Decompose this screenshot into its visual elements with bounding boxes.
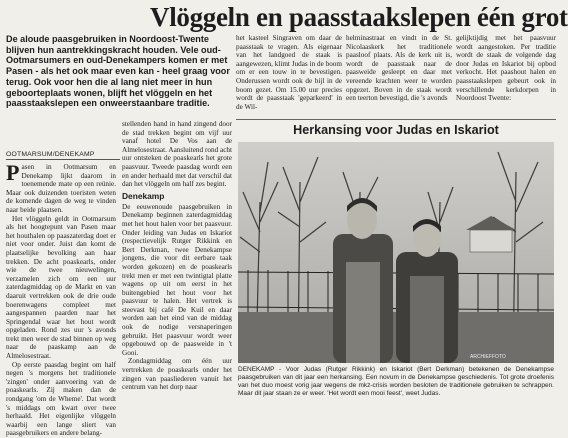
house-in-background: [470, 230, 512, 252]
dateline: OOTMARSUM/DENEKAMP: [6, 151, 95, 158]
column-1-paragraph-1: [6, 160, 116, 215]
photo-title: Herkansing voor Judas en Iskariot: [293, 123, 499, 137]
news-photo: [238, 142, 554, 363]
column-2-paragraph-2: De eeuwenoude paasgebruiken in Denekamp beginnen zaterdagmiddag met het hout halen voor het paasvuur. Onder leiding van Judas en Iskariot (respectievelijk Rutger Rikkink en Bert Derkman, twee Denekampse jongens, die voor dit eerbare taak worden gekozen) en de poaskearls trekt men er met een twintigtal platte wagens op uit om eerst in het buitengebied het hout voor het paasvuur te halen. Het vertrek is steevast bij café De Kuil en daar worden aan het eind van de middag ook de nodige versnaperingen gebruikt. Het paasvuur wordt weer opgebouwd op de paasweide in 't Gooi.: [122, 202, 232, 357]
photo-caption: DENEKAMP - Voor Judas (Rutger Rikkink) en Iskariot (Bert Derkman) betekenen de Denekampse paasgebruiken van dit jaar een herkansing. Een novum in de Denekampse geschiedenis. Tot grote droefenis van het duo moest vorig jaar wegens de mkz-crisis worden besloten de traditionele gebruiken te schrappen. Maar dit jaar staan ze er weer. 'Het wordt een mooi feest', weet Judas.: [238, 366, 554, 397]
photo-credit: ARCHIEFFOTO: [470, 354, 506, 360]
column-2-paragraph-3: Zondagmiddag om één uur vertrekken de poaskearls onder het zingen van paasliederen vanuit het centrum van het dorp naar: [122, 357, 232, 392]
column-1-paragraph-2: Het vlöggeln geldt in Ootmarsum als het hoogtepunt van Pasen maar het houthalen op paaszaterdag doet er niet voor onder. Juist dan komt de plaatselijke bevolking aan haar trekken. De acht poaskearls, onder wie de twee nieuwelingen, verzamelen zich om een uur zaterdagmiddag op de Markt en van daaruit vertrekken ook de drie oude boerenwagens compleet met aangespannen paarden naar het Springendal waar het hout wordt opgeladen. Rond zes uur 's avonds trekt men weer de stad binnen op weg naar de paaskamp aan de Almelosestraat.: [6, 214, 116, 361]
column-1-paragraph-3: Op eerste paasdag begint om half negen 's morgens het traditionele 'zingen' onder aanvoering van de poaskearls. Zij maken dan de rondgang 'om de Wheme'. Dat wordt 's middags om kwart over twee herhaald. Het eigenlijke vlöggeln waarbij een lange sliert van paasgebruikers en andere belang-: [6, 360, 116, 438]
article-column-4: helminastraat en vindt in de St. Nicolaaskerk het traditionele paasloof plaats. Als de kerk uit is, wordt de paasstaak naar de paasweide gesleept en daar met vereende krachten weer te worden opgezet. Boven in de staak wordt een teerton bevestigd, die 's avonds: [346, 34, 452, 103]
article-column-5: gelijktijdig met het paasvuur wordt aangestoken. Per traditie wordt de staak de volgende dag door Judas en Iskariot bij opbod verkocht. Het paashout halen en paasstaakslepen gebeurt ook in verschillende kerkdorpen in Noordoost Twente:: [456, 34, 556, 103]
column-1-paragraph-1-text: asen in Ootmarsum en Denekamp lijkt daarom in toenemende mate op een reünie. Maar ook duizenden toeristen weten de komende dagen de weg te vinden naar beide plaatsen.: [6, 163, 116, 214]
headline: Vlöggeln en paasstaakslepen één grot: [150, 2, 568, 32]
dateline-rule: [6, 159, 120, 160]
subhead-denekamp: Denekamp: [122, 190, 165, 201]
intro-paragraph: De aloude paasgebruiken in Noordoost-Twente blijven hun aantrekkingskracht houden. Vele oud-Ootmarsumers en oud-Denekampers komen er met Pasen - als het ook maar even kan - heel graag voor terug. Ook voor hen die al lang niet meer in hun geboorteplaats wonen, blijft het vlöggeln en het paasstaakslepen een onweerstaanbare traditie.: [6, 34, 230, 109]
column-2-paragraph-1: stellenden hand in hand zingend door de stad trekken begint om vijf uur vanaf hotel De Vos aan de Almelosestraat. Aansluitend rond acht uur ontsteken de poaskearls het grote paasvuur. Tweede paasdag wordt een en ander herhaald met dat verschil dat dan het vlöggeln om half zes begint.: [122, 120, 232, 189]
article-column-3: het kasteel Singraven om daar de paasstaak te vragen. Als eigenaar van het landgoed de staak is aangewezen, klimt Judas in de boom om er een touw in te bevestigen. Onderussen wordt ook de bijl in de boom gezet. Om 15.00 uur precies wordt de paasstaak 'geparkeerd' in de Wil-: [236, 34, 342, 111]
photo-section-rule: [236, 119, 556, 120]
drop-cap: P: [6, 160, 20, 185]
article-column-1: [6, 160, 116, 438]
news-photo-image: [238, 142, 554, 363]
article-column-2: [122, 120, 232, 421]
